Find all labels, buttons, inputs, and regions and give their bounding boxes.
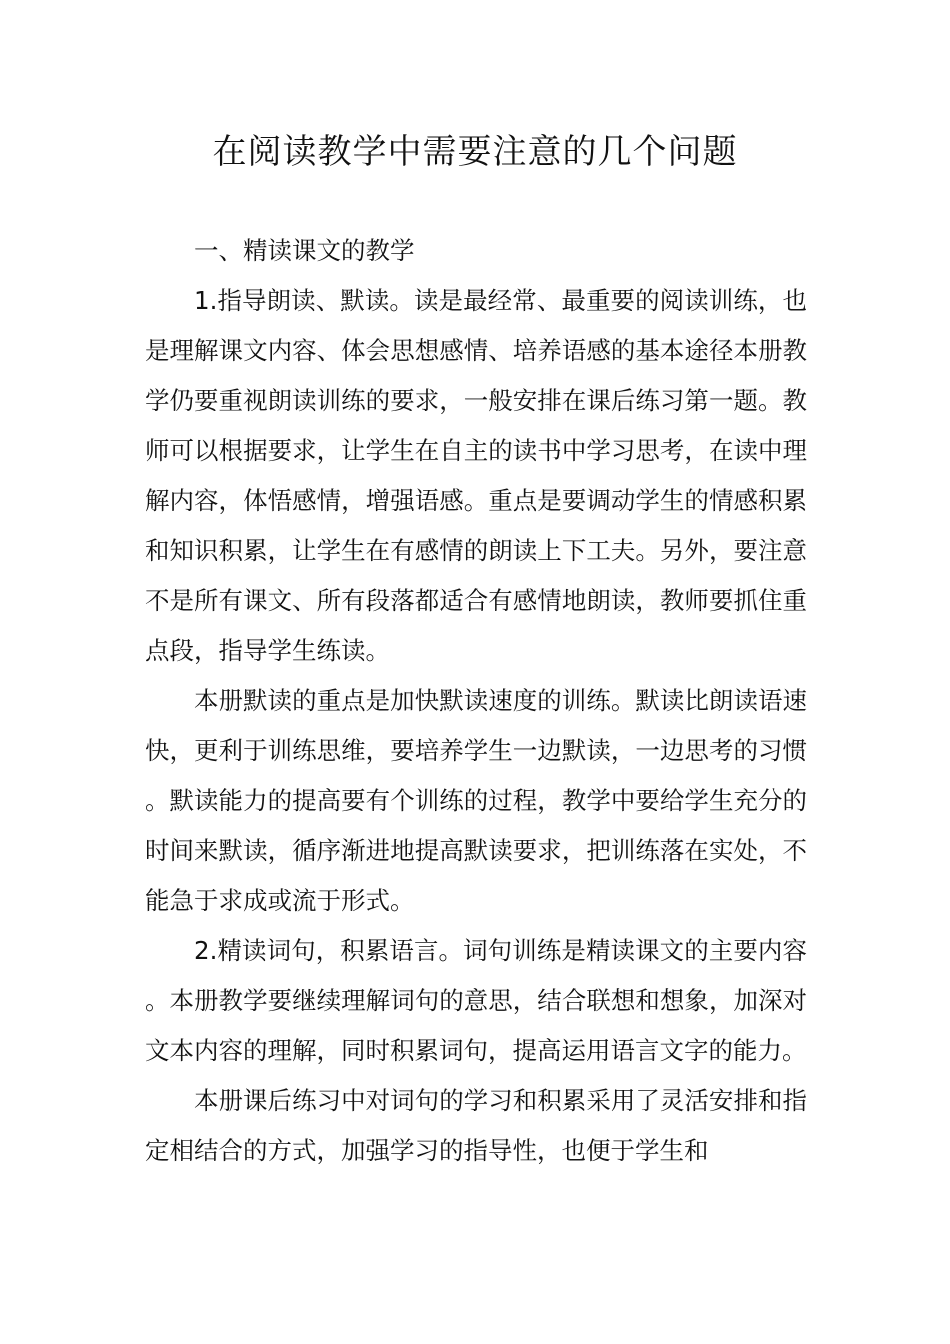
paragraph-exercises: 本册课后练习中对词句的学习和积累采用了灵活安排和指定相结合的方式，加强学习的指导性，也便于学生和 [145,1086,807,1165]
document-body [145,226,807,1176]
section-heading: 一、精读课文的教学 [194,236,415,265]
paragraph-word-study: 2.精读词句，积累语言。词句训练是精读课文的主要内容。本册教学要继续理解词句的意思，结合联想和想象，加深对文本内容的理解，同时积累词句，提高运用语言文字的能力。 [145,936,807,1065]
paragraph-silent-reading: 本册默读的重点是加快默读速度的训练。默读比朗读语速快，更利于训练思维，要培养学生一边默读，一边思考的习惯。默读能力的提高要有个训练的过程，教学中要给学生充分的时间来默读，循序渐进地提高默读要求，把训练落在实处，不能急于求成或流于形式。 [145,686,807,915]
document-title: 在阅读教学中需要注意的几个问题 [212,132,738,172]
paragraph-reading-aloud: 1.指导朗读、默读。读是最经常、最重要的阅读训练，也是理解课文内容、体会思想感情、培养语感的基本途径本册教学仍要重视朗读训练的要求，一般安排在课后练习第一题。教师可以根据要求，让学生在自主的读书中学习思考，在读中理解内容，体悟感情，增强语感。重点是要调动学生的情感积累和知识积累，让学生在有感情的朗读上下工夫。另外，要注意不是所有课文、所有段落都适合有感情地朗读，教师要抓住重点段，指导学生练读。 [145,286,807,665]
